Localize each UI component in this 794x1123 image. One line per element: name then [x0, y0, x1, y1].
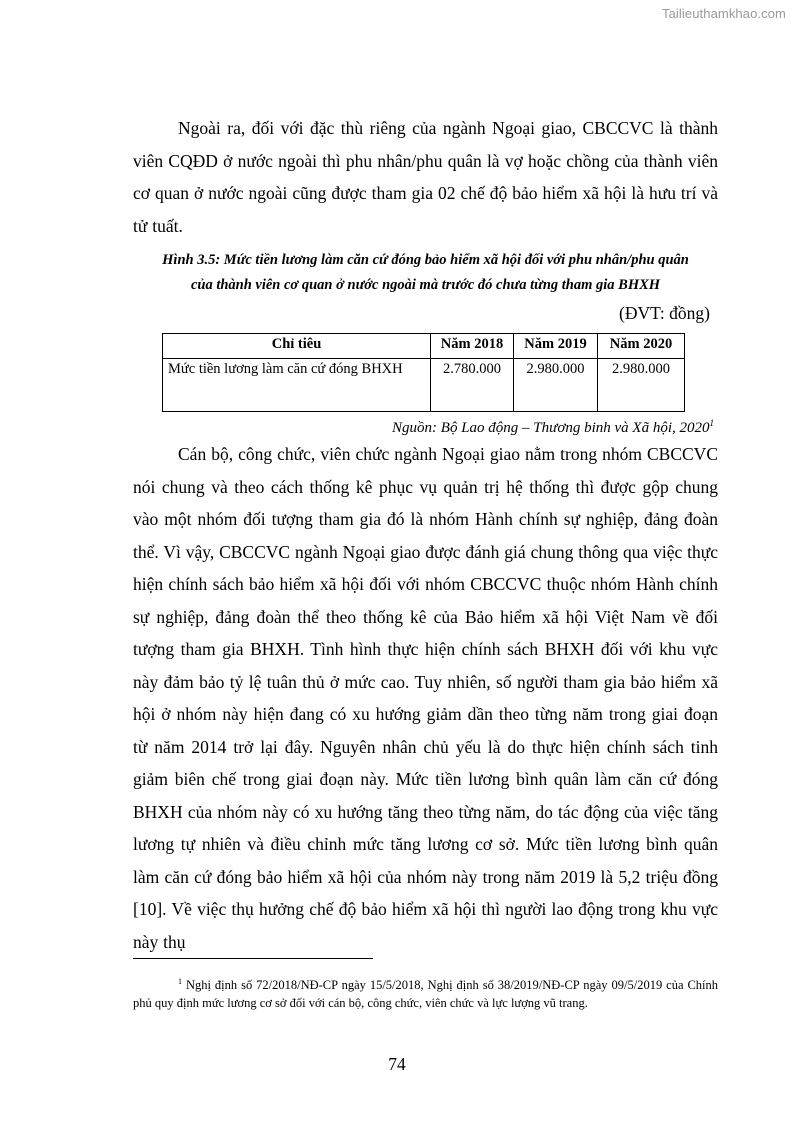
- page-content: [133, 112, 718, 958]
- table-cell-value: 2.780.000: [431, 359, 514, 412]
- table-cell-value: 2.980.000: [514, 359, 598, 412]
- source-text: Nguồn: Bộ Lao động – Thương binh và Xã hội, 2020: [392, 420, 710, 436]
- paragraph-2: Cán bộ, công chức, viên chức ngành Ngoại giao nằm trong nhóm CBCCVC nói chung và theo cách thống kê phục vụ quản trị hệ thống thì được gộp chung vào một nhóm đối tượng tham gia đó là nhóm Hành chính sự nghiệp, đảng đoàn thể. Vì vậy, CBCCVC ngành Ngoại giao được đánh giá chung thông qua việc thực hiện chính sách bảo hiểm xã hội đối với nhóm CBCCVC thuộc nhóm Hành chính sự nghiệp, đảng đoàn thể theo thống kê của Bảo hiểm xã hội Việt Nam về đối tượng tham gia BHXH. Tình hình thực hiện chính sách BHXH đối với khu vực này đảm bảo tỷ lệ tuân thủ ở mức cao. Tuy nhiên, số người tham gia bảo hiểm xã hội ở nhóm này hiện đang có xu hướng giảm dần theo từng năm trong giai đoạn từ năm 2014 trở lại đây. Nguyên nhân chủ yếu là do thực hiện chính sách tinh giảm biên chế trong giai đoạn này. Mức tiền lương bình quân làm căn cứ đóng BHXH của nhóm này có xu hướng tăng theo từng năm, do tác động của việc tăng lương tự nhiên và điều chỉnh mức tăng lương cơ sở. Mức tiền lương bình quân làm căn cứ đóng bảo hiểm xã hội của nhóm này trong năm 2019 là 5,2 triệu đồng [10]. Về việc thụ hưởng chế độ bảo hiểm xã hội thì người lao động trong khu vực này thụ: [133, 444, 718, 952]
- source-footnote-ref: 1: [709, 418, 714, 428]
- footnote: [133, 973, 718, 1012]
- footnote-marker: 1: [178, 977, 182, 986]
- watermark: Tailieuthamkhao.com: [661, 6, 786, 21]
- table-header-cell: Chỉ tiêu: [163, 334, 431, 359]
- paragraph-1: Ngoài ra, đối với đặc thù riêng của ngành Ngoại giao, CBCCVC là thành viên CQĐD ở nước ngoài thì phu nhân/phu quân là vợ hoặc chồng của thành viên cơ quan ở nước ngoài cũng được tham gia 02 chế độ bảo hiểm xã hội là hưu trí và tử tuất.: [133, 118, 718, 236]
- table-cell-label: Mức tiền lương làm căn cứ đóng BHXH: [163, 359, 431, 412]
- footnote-divider: [133, 958, 373, 959]
- page-number: 74: [388, 1054, 406, 1074]
- figure-caption: [133, 248, 718, 298]
- table-row: [163, 359, 685, 412]
- table-header-cell: Năm 2019: [514, 334, 598, 359]
- figure-caption-line-1: Hình 3.5: Mức tiền lương làm căn cứ đóng bảo hiểm xã hội đối với phu nhân/phu quân: [162, 252, 689, 268]
- unit-label: (ĐVT: đồng): [619, 303, 710, 323]
- table-cell-value: 2.980.000: [598, 359, 685, 412]
- footnote-text: Nghị định số 72/2018/NĐ-CP ngày 15/5/2018, Nghị định số 38/2019/NĐ-CP ngày 09/5/2019 của Chính phủ quy định mức lương cơ sở đối với cán bộ, công chức, viên chức và lực lượng vũ trang.: [133, 978, 718, 1011]
- salary-table: [162, 333, 685, 412]
- table-source: [133, 413, 718, 438]
- figure-caption-line-2: của thành viên cơ quan ở nước ngoài mà trước đó chưa từng tham gia BHXH: [190, 277, 661, 293]
- table-header-row: [163, 334, 685, 359]
- table-header-cell: Năm 2018: [431, 334, 514, 359]
- table-header-cell: Năm 2020: [598, 334, 685, 359]
